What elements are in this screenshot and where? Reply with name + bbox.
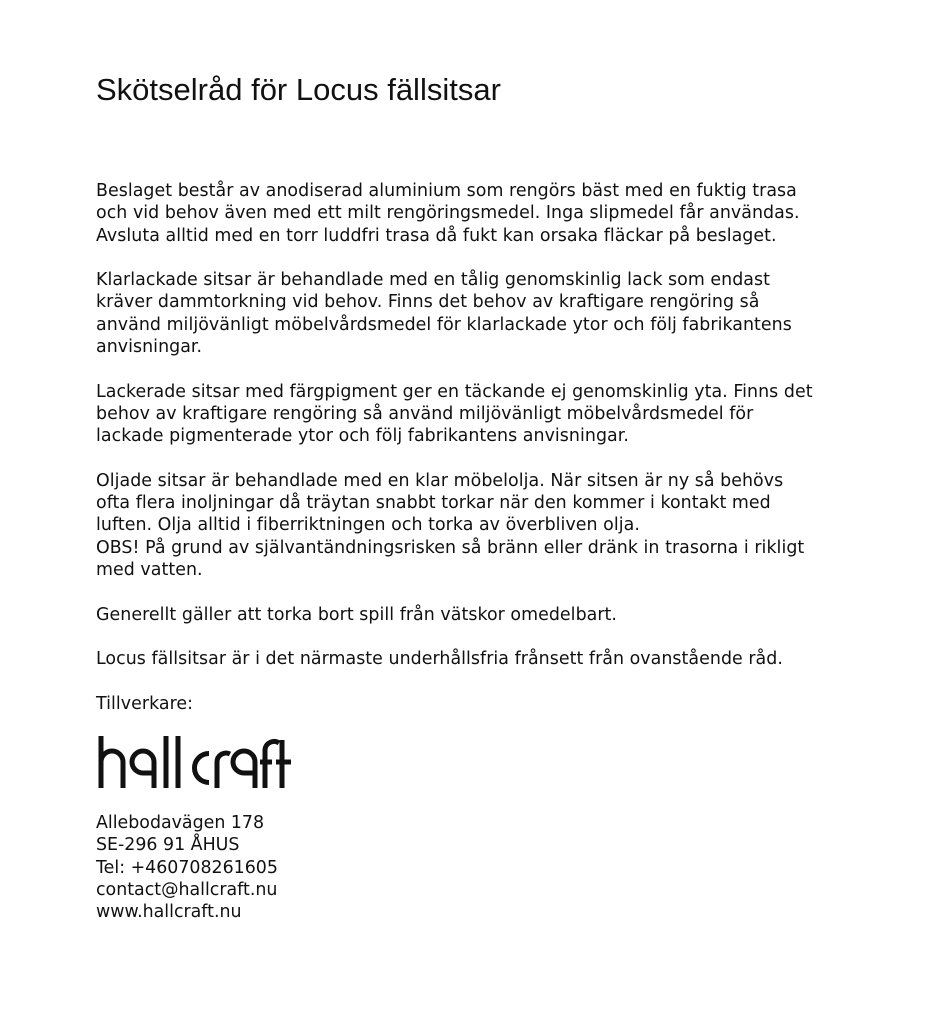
paragraph-manufacturer-label: [96, 693, 886, 715]
text-line: behov av kraftigare rengöring så använd miljövänligt möbelvårdsmedel för: [96, 403, 754, 424]
text-line: med vatten.: [96, 560, 203, 581]
paragraph-clear-lacquer: [96, 269, 886, 358]
address-postal-city: SE-296 91 ÅHUS: [96, 835, 240, 856]
text-line: Tillverkare:: [96, 693, 194, 714]
hallcraft-logo: [96, 732, 292, 792]
text-line: Avsluta alltid med en torr luddfri trasa då fukt kan orsaka fläckar på beslaget.: [96, 225, 777, 246]
address-street: Allebodavägen 178: [96, 813, 265, 833]
document-title: Skötselråd för Locus fällsitsar: [96, 72, 501, 107]
paragraph-spills: [96, 604, 886, 626]
text-line: luften. Olja alltid i fiberriktningen och torka av överbliven olja.: [96, 515, 640, 536]
text-line: Locus fällsitsar är i det närmaste underhållsfria frånsett från ovanstående råd.: [96, 649, 783, 670]
text-line: Klarlackade sitsar är behandlade med en tålig genomskinlig lack som endast: [96, 270, 770, 291]
text-line: lackade pigmenterade ytor och följ fabrikantens anvisningar.: [96, 426, 629, 447]
paragraph-maintenance-free: [96, 648, 886, 670]
paragraph-pigmented-lacquer: [96, 381, 886, 448]
text-line: Lackerade sitsar med färgpigment ger en täckande ej genomskinlig yta. Finns det: [96, 381, 813, 402]
address-email: contact@hallcraft.nu: [96, 879, 278, 900]
text-line: kräver dammtorkning vid behov. Finns det behov av kraftigare rengöring så: [96, 292, 760, 313]
text-line: anvisningar.: [96, 337, 203, 358]
manufacturer-address: [96, 812, 278, 923]
text-line: och vid behov även med ett milt rengöringsmedel. Inga slipmedel får användas.: [96, 203, 800, 224]
address-website: www.hallcraft.nu: [96, 902, 242, 923]
address-phone: Tel: +460708261605: [96, 857, 278, 878]
text-line: Generellt gäller att torka bort spill från vätskor omedelbart.: [96, 604, 618, 625]
paragraph-hardware: [96, 180, 886, 247]
text-line: använd miljövänligt möbelvårdsmedel för klarlackade ytor och följ fabrikantens: [96, 314, 792, 335]
paragraph-oiled: [96, 470, 886, 581]
text-line: Oljade sitsar är behandlade med en klar möbelolja. När sitsen är ny så behövs: [96, 470, 784, 491]
document-body: [96, 180, 886, 737]
text-line: OBS! På grund av självantändningsrisken så bränn eller dränk in trasorna i rikligt: [96, 537, 805, 558]
text-line: Beslaget består av anodiserad aluminium som rengörs bäst med en fuktig trasa: [96, 181, 797, 201]
text-line: ofta flera inoljningar då träytan snabbt torkar när den kommer i kontakt med: [96, 493, 771, 514]
